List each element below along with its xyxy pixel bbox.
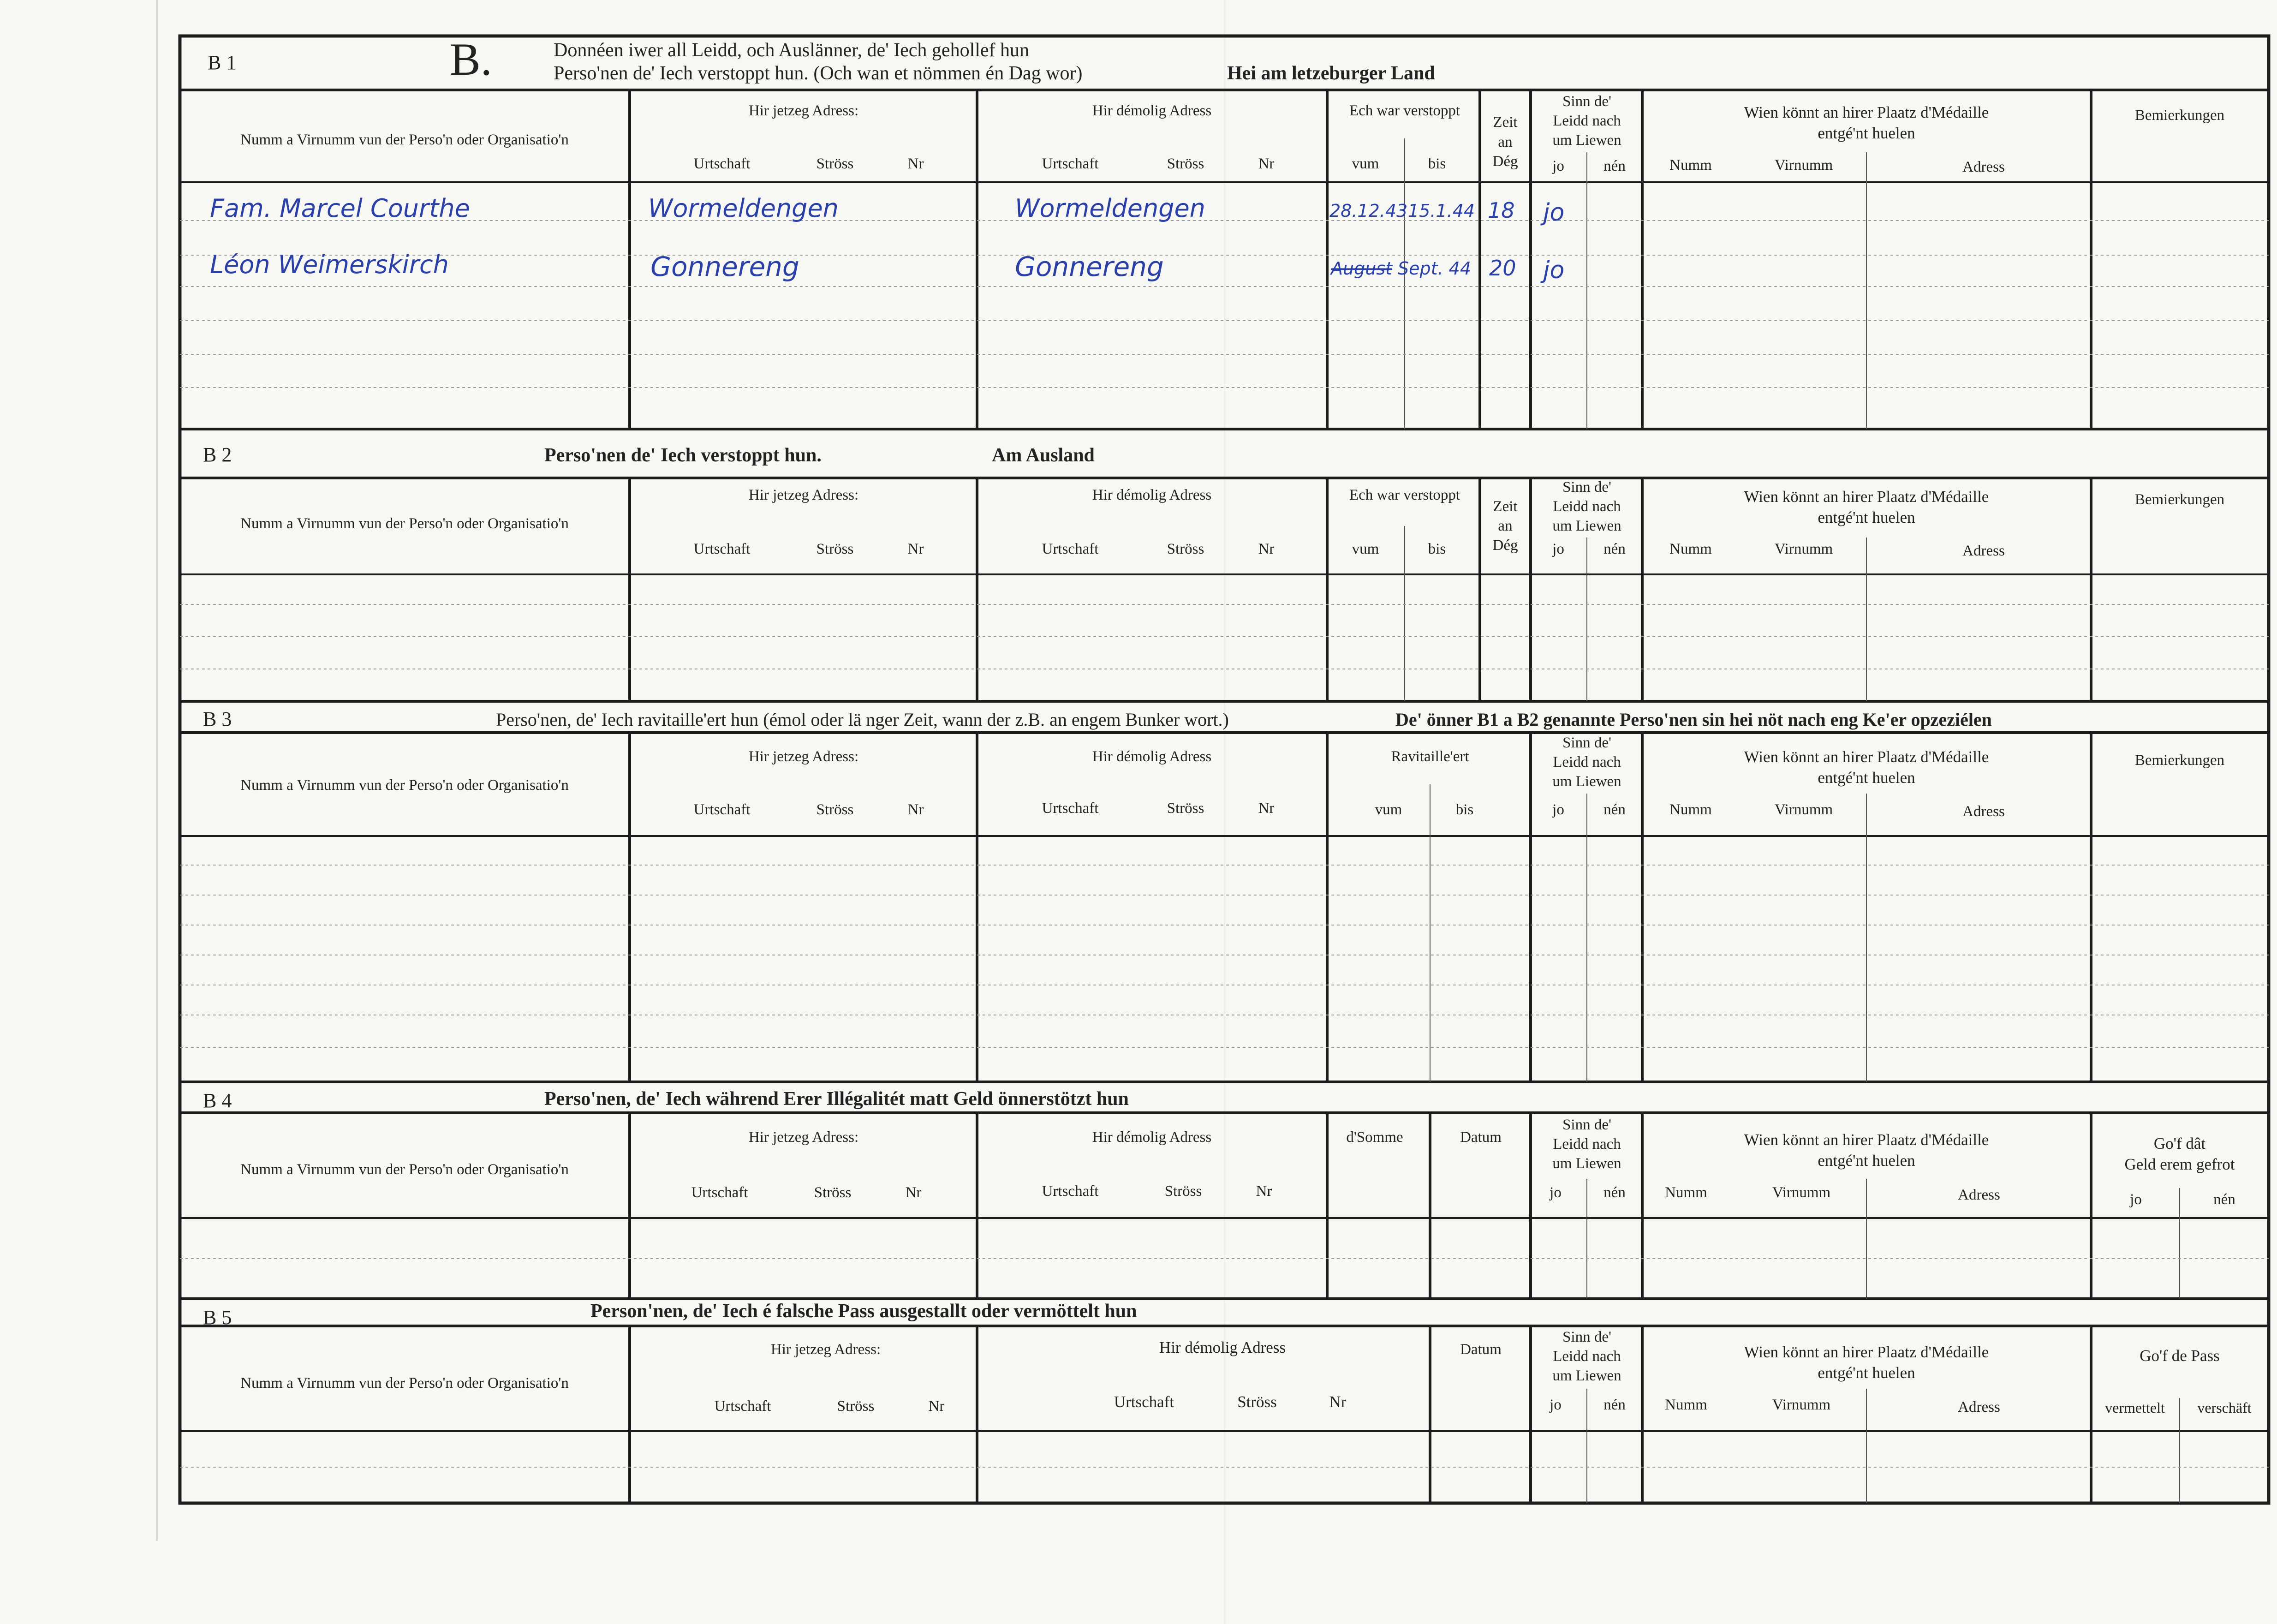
- nen-header: nén: [1603, 541, 1626, 557]
- nen-header: nén: [2213, 1191, 2235, 1208]
- urtschaft-header: Urtschaft: [1042, 1183, 1099, 1200]
- alive-header: Sinn de': [1562, 1329, 1611, 1345]
- virnumm-header: Virnumm: [1772, 1184, 1831, 1201]
- urtschaft-header: Urtschaft: [693, 541, 751, 557]
- stross-header: Ströss: [816, 155, 854, 172]
- numm-header: Numm: [1669, 157, 1712, 173]
- alive-header: Leidd nach: [1553, 1348, 1621, 1365]
- jo-header: jo: [1550, 1397, 1562, 1413]
- urtschaft-header: Urtschaft: [714, 1398, 771, 1415]
- section-title: Donnéen iwer all Leidd, och Auslänner, de' Iech gehollef hun: [554, 40, 1030, 61]
- current-address-header: Hir jetzeg Adress:: [770, 1341, 881, 1358]
- table-row-former-town: Gonnereng: [1015, 251, 1164, 282]
- name-column-header: Numm a Virnumm vun der Perso'n oder Organisatio'n: [240, 131, 569, 148]
- medal-header: entgé'nt huelen: [1818, 508, 1915, 526]
- name-column-header: Numm a Virnumm vun der Perso'n oder Organisatio'n: [240, 515, 569, 532]
- money-returned-header: Geld erem gefrot: [2124, 1155, 2235, 1173]
- medal-header: Wien könnt an hirer Plaatz d'Médaille: [1744, 103, 1989, 121]
- medal-header: Wien könnt an hirer Plaatz d'Médaille: [1744, 748, 1989, 766]
- date-header: Datum: [1460, 1129, 1502, 1146]
- medal-header: entgé'nt huelen: [1818, 124, 1915, 142]
- nr-header: Nr: [907, 801, 924, 818]
- section-title: Person'nen, de' Iech é falsche Pass ausgestallt oder vermöttelt hun: [590, 1301, 1137, 1322]
- table-row-bis: Sept. 44: [1398, 258, 1472, 279]
- adress-header: Adress: [1958, 1187, 2000, 1203]
- urtschaft-header: Urtschaft: [1042, 541, 1099, 557]
- former-address-header: Hir démolig Adress: [1092, 487, 1212, 503]
- alive-header: um Liewen: [1552, 1155, 1621, 1172]
- jo-header: jo: [1552, 541, 1564, 557]
- former-address-header: Hir démolig Adress: [1092, 102, 1212, 119]
- numm-header: Numm: [1669, 801, 1712, 818]
- medal-header: entgé'nt huelen: [1818, 769, 1915, 787]
- vum-header: vum: [1352, 541, 1379, 557]
- adress-header: Adress: [1962, 159, 2005, 175]
- section-code: B 5: [203, 1306, 232, 1329]
- pass-header: Go'f de Pass: [2140, 1347, 2220, 1365]
- section-code: B 3: [203, 708, 232, 730]
- adress-header: Adress: [1962, 803, 2005, 820]
- table-row-days: 18: [1488, 198, 1515, 223]
- former-address-header: Hir démolig Adress: [1159, 1338, 1286, 1356]
- pass-arranged-header: vermettelt: [2105, 1399, 2165, 1416]
- date-header: Datum: [1460, 1341, 1502, 1358]
- days-header: Dég: [1492, 153, 1518, 170]
- table-row-vum: August: [1331, 258, 1392, 279]
- medal-header: entgé'nt huelen: [1818, 1152, 1915, 1170]
- adress-header: Adress: [1958, 1399, 2000, 1415]
- section-title: Perso'nen de' Iech verstoppt hun. (Och wan et nömmen én Dag wor): [554, 63, 1083, 84]
- section-code: B 2: [203, 443, 232, 466]
- nen-header: nén: [1603, 1184, 1626, 1201]
- alive-header: Leidd nach: [1553, 1136, 1621, 1152]
- medal-header: entgé'nt huelen: [1818, 1364, 1915, 1382]
- hidden-header: Ech war verstoppt: [1349, 487, 1460, 503]
- alive-header: um Liewen: [1552, 132, 1621, 149]
- alive-header: Sinn de': [1562, 734, 1611, 751]
- section-letter: B.: [450, 34, 492, 85]
- urtschaft-header: Urtschaft: [693, 155, 751, 172]
- virnumm-header: Virnumm: [1772, 1397, 1831, 1413]
- table-row-former-town: Wormeldengen: [1015, 194, 1205, 223]
- stross-header: Ströss: [814, 1184, 852, 1201]
- alive-header: um Liewen: [1552, 1367, 1621, 1384]
- urtschaft-header: Urtschaft: [1114, 1393, 1174, 1411]
- stross-header: Ströss: [816, 801, 854, 818]
- alive-header: Sinn de': [1562, 479, 1611, 496]
- section-title-note: De' önner B1 a B2 genannte Perso'nen sin hei nöt nach eng Ke'er opzeziélen: [1395, 709, 1992, 730]
- stross-header: Ströss: [1167, 155, 1204, 172]
- numm-header: Numm: [1665, 1397, 1707, 1413]
- jo-header: jo: [1552, 801, 1564, 818]
- name-column-header: Numm a Virnumm vun der Perso'n oder Organisatio'n: [240, 777, 569, 794]
- table-row-current-town: Gonnereng: [650, 251, 799, 282]
- supplied-header: Ravitaille'ert: [1391, 748, 1469, 765]
- current-address-header: Hir jetzeg Adress:: [748, 102, 859, 119]
- medal-header: Wien könnt an hirer Plaatz d'Médaille: [1744, 488, 1989, 506]
- nr-header: Nr: [928, 1398, 945, 1415]
- table-row-days: 20: [1489, 256, 1516, 281]
- nr-header: Nr: [907, 541, 924, 557]
- current-address-header: Hir jetzeg Adress:: [748, 748, 859, 765]
- urtschaft-header: Urtschaft: [693, 801, 751, 818]
- days-header: an: [1498, 518, 1513, 534]
- nr-header: Nr: [1258, 155, 1275, 172]
- stross-header: Ströss: [816, 541, 854, 557]
- adress-header: Adress: [1962, 543, 2005, 559]
- virnumm-header: Virnumm: [1774, 157, 1833, 173]
- medal-header: Wien könnt an hirer Plaatz d'Médaille: [1744, 1131, 1989, 1149]
- alive-header: Sinn de': [1562, 1116, 1611, 1133]
- section-title: Perso'nen de' Iech verstoppt hun.: [544, 445, 822, 466]
- name-column-header: Numm a Virnumm vun der Perso'n oder Organisatio'n: [240, 1161, 569, 1178]
- money-returned-header: Go'f dât: [2153, 1134, 2206, 1152]
- urtschaft-header: Urtschaft: [1042, 800, 1099, 817]
- jo-header: jo: [1552, 158, 1564, 174]
- numm-header: Numm: [1669, 541, 1712, 557]
- nr-header: Nr: [1258, 800, 1275, 817]
- stross-header: Ströss: [837, 1398, 875, 1415]
- section-title: Perso'nen, de' Iech ravitaille'ert hun (émol oder lä nger Zeit, wann der z.B. an engem Bunker wort.): [496, 709, 1229, 730]
- jo-header: jo: [2130, 1191, 2142, 1208]
- remarks-header: Bemierkungen: [2134, 491, 2225, 508]
- alive-header: Leidd nach: [1553, 754, 1621, 770]
- table-row-alive: jo: [1543, 257, 1565, 284]
- section-title-location: Am Ausland: [992, 445, 1095, 466]
- pass-procured-header: verschäft: [2197, 1399, 2252, 1416]
- stross-header: Ströss: [1237, 1393, 1277, 1411]
- amount-header: d'Somme: [1346, 1129, 1403, 1146]
- section-code: B 4: [203, 1089, 232, 1112]
- bis-header: bis: [1428, 541, 1446, 557]
- alive-header: Leidd nach: [1553, 498, 1621, 515]
- vum-header: vum: [1352, 155, 1379, 172]
- current-address-header: Hir jetzeg Adress:: [748, 487, 859, 503]
- hidden-header: Ech war verstoppt: [1349, 102, 1460, 119]
- days-header: an: [1498, 134, 1513, 150]
- vum-header: vum: [1375, 801, 1402, 818]
- urtschaft-header: Urtschaft: [691, 1184, 748, 1201]
- nr-header: Nr: [1329, 1393, 1347, 1411]
- current-address-header: Hir jetzeg Adress:: [748, 1129, 859, 1146]
- alive-header: Leidd nach: [1553, 113, 1621, 129]
- remarks-header: Bemierkungen: [2134, 752, 2225, 769]
- medal-header: Wien könnt an hirer Plaatz d'Médaille: [1744, 1343, 1989, 1361]
- nr-header: Nr: [905, 1184, 922, 1201]
- virnumm-header: Virnumm: [1774, 541, 1833, 557]
- stross-header: Ströss: [1164, 1183, 1202, 1200]
- alive-header: Sinn de': [1562, 93, 1611, 110]
- bis-header: bis: [1428, 155, 1446, 172]
- nen-header: nén: [1603, 1397, 1626, 1413]
- numm-header: Numm: [1665, 1184, 1707, 1201]
- nen-header: nén: [1603, 158, 1626, 174]
- jo-header: jo: [1550, 1184, 1562, 1201]
- alive-header: um Liewen: [1552, 518, 1621, 534]
- urtschaft-header: Urtschaft: [1042, 155, 1099, 172]
- nr-header: Nr: [1256, 1183, 1272, 1200]
- remarks-header: Bemierkungen: [2134, 107, 2225, 124]
- section-code: B 1: [208, 51, 237, 74]
- section-title: Perso'nen, de' Iech während Erer Illégalitét matt Geld önnerstötzt hun: [544, 1088, 1129, 1110]
- name-column-header: Numm a Virnumm vun der Perso'n oder Organisatio'n: [240, 1375, 569, 1391]
- stross-header: Ströss: [1167, 541, 1204, 557]
- stross-header: Ströss: [1167, 800, 1204, 817]
- nen-header: nén: [1603, 801, 1626, 818]
- days-header: Zeit: [1493, 498, 1518, 515]
- table-row-alive: jo: [1543, 199, 1565, 227]
- bis-header: bis: [1455, 801, 1474, 818]
- nr-header: Nr: [907, 155, 924, 172]
- table-row-bis: 15.1.44: [1408, 201, 1475, 221]
- alive-header: um Liewen: [1552, 773, 1621, 790]
- table-row-name: Léon Weimerskirch: [210, 250, 449, 279]
- table-row-vum: 28.12.43: [1329, 201, 1408, 221]
- virnumm-header: Virnumm: [1774, 801, 1833, 818]
- table-row-name: Fam. Marcel Courthe: [210, 194, 470, 223]
- section-title-location: Hei am letzeburger Land: [1227, 63, 1435, 84]
- former-address-header: Hir démolig Adress: [1092, 1129, 1212, 1146]
- nr-header: Nr: [1258, 541, 1275, 557]
- former-address-header: Hir démolig Adress: [1092, 748, 1212, 765]
- days-header: Zeit: [1493, 114, 1518, 131]
- table-row-current-town: Wormeldengen: [648, 194, 839, 223]
- days-header: Dég: [1492, 537, 1518, 554]
